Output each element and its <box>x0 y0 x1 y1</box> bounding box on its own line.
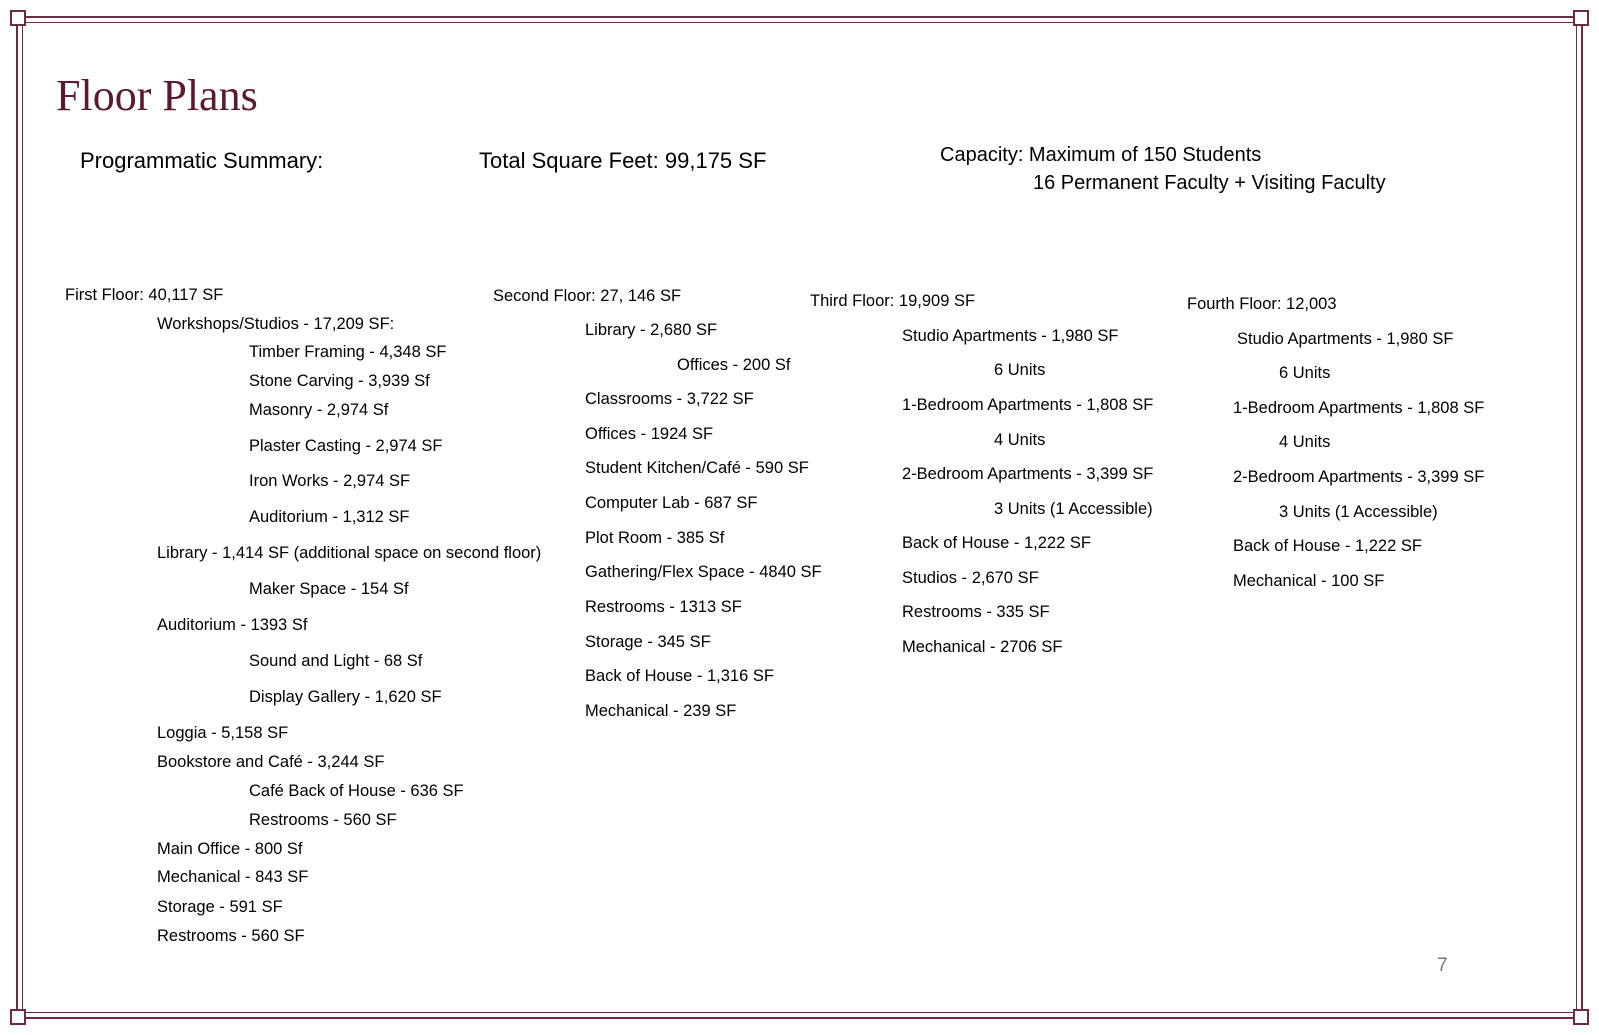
list-item: Library - 2,680 SF <box>585 321 718 339</box>
first-floor-heading: First Floor: 40,117 SF <box>65 286 224 304</box>
list-item: Loggia - 5,158 SF <box>157 724 289 742</box>
second-floor-heading: Second Floor: 27, 146 SF <box>493 287 682 305</box>
list-item: Storage - 345 SF <box>585 633 711 651</box>
list-item: Offices - 200 Sf <box>677 356 791 374</box>
list-item: 4 Units <box>1279 433 1331 451</box>
list-item: Café Back of House - 636 SF <box>249 782 464 800</box>
third-floor-heading: Third Floor: 19,909 SF <box>810 292 976 310</box>
list-item: 3 Units (1 Accessible) <box>1279 503 1438 521</box>
list-item: Studios - 2,670 SF <box>902 569 1039 587</box>
capacity-faculty: 16 Permanent Faculty + Visiting Faculty <box>1033 172 1386 194</box>
list-item: Main Office - 800 Sf <box>157 840 303 858</box>
list-item: 1-Bedroom Apartments - 1,808 SF <box>1233 399 1485 417</box>
list-item: Mechanical - 100 SF <box>1233 572 1385 590</box>
list-item: Iron Works - 2,974 SF <box>249 472 411 490</box>
list-item: Back of House - 1,222 SF <box>902 534 1091 552</box>
list-item: Bookstore and Café - 3,244 SF <box>157 753 385 771</box>
list-item: 2-Bedroom Apartments - 3,399 SF <box>1233 468 1485 486</box>
list-item: Storage - 591 SF <box>157 898 283 916</box>
list-item: Maker Space - 154 Sf <box>249 580 409 598</box>
list-item: 1-Bedroom Apartments - 1,808 SF <box>902 396 1154 414</box>
list-item: Mechanical - 2706 SF <box>902 638 1063 656</box>
list-item: Back of House - 1,316 SF <box>585 667 774 685</box>
list-item: Restrooms - 560 SF <box>249 811 397 829</box>
list-item: Auditorium - 1,312 SF <box>249 508 410 526</box>
list-item: Studio Apartments - 1,980 SF <box>902 327 1119 345</box>
list-item: Classrooms - 3,722 SF <box>585 390 754 408</box>
list-item: Auditorium - 1393 Sf <box>157 616 308 634</box>
list-item: 3 Units (1 Accessible) <box>994 500 1153 518</box>
capacity-students: Capacity: Maximum of 150 Students <box>940 144 1262 166</box>
page-number: 7 <box>1437 955 1448 976</box>
border-corner-ornament <box>10 1009 26 1025</box>
list-item: Gathering/Flex Space - 4840 SF <box>585 563 822 581</box>
list-item: Offices - 1924 SF <box>585 425 714 443</box>
list-item: Masonry - 2,974 Sf <box>249 401 389 419</box>
list-item: Student Kitchen/Café - 590 SF <box>585 459 809 477</box>
list-item: Computer Lab - 687 SF <box>585 494 758 512</box>
list-item: Stone Carving - 3,939 Sf <box>249 372 430 390</box>
list-item: Workshops/Studios - 17,209 SF: <box>157 315 395 333</box>
list-item: Plot Room - 385 Sf <box>585 529 725 547</box>
summary-label: Programmatic Summary: <box>80 148 324 173</box>
total-square-feet: Total Square Feet: 99,175 SF <box>479 148 767 173</box>
list-item: Restrooms - 1313 SF <box>585 598 742 616</box>
list-item: Plaster Casting - 2,974 SF <box>249 437 443 455</box>
list-item: Back of House - 1,222 SF <box>1233 537 1422 555</box>
fourth-floor-heading: Fourth Floor: 12,003 <box>1187 295 1337 313</box>
list-item: Display Gallery - 1,620 SF <box>249 688 442 706</box>
list-item: 2-Bedroom Apartments - 3,399 SF <box>902 465 1154 483</box>
border-corner-ornament <box>10 10 26 26</box>
list-item: Mechanical - 843 SF <box>157 868 309 886</box>
list-item: 6 Units <box>994 361 1046 379</box>
list-item: Mechanical - 239 SF <box>585 702 737 720</box>
list-item: Timber Framing - 4,348 SF <box>249 343 447 361</box>
list-item: Studio Apartments - 1,980 SF <box>1237 330 1454 348</box>
list-item: Restrooms - 560 SF <box>157 927 305 945</box>
list-item: Library - 1,414 SF (additional space on second floor) <box>157 544 542 562</box>
list-item: Restrooms - 335 SF <box>902 603 1050 621</box>
page-title: Floor Plans <box>56 71 258 120</box>
border-corner-ornament <box>1573 10 1589 26</box>
list-item: 6 Units <box>1279 364 1331 382</box>
border-corner-ornament <box>1573 1009 1589 1025</box>
list-item: Sound and Light - 68 Sf <box>249 652 423 670</box>
list-item: 4 Units <box>994 431 1046 449</box>
